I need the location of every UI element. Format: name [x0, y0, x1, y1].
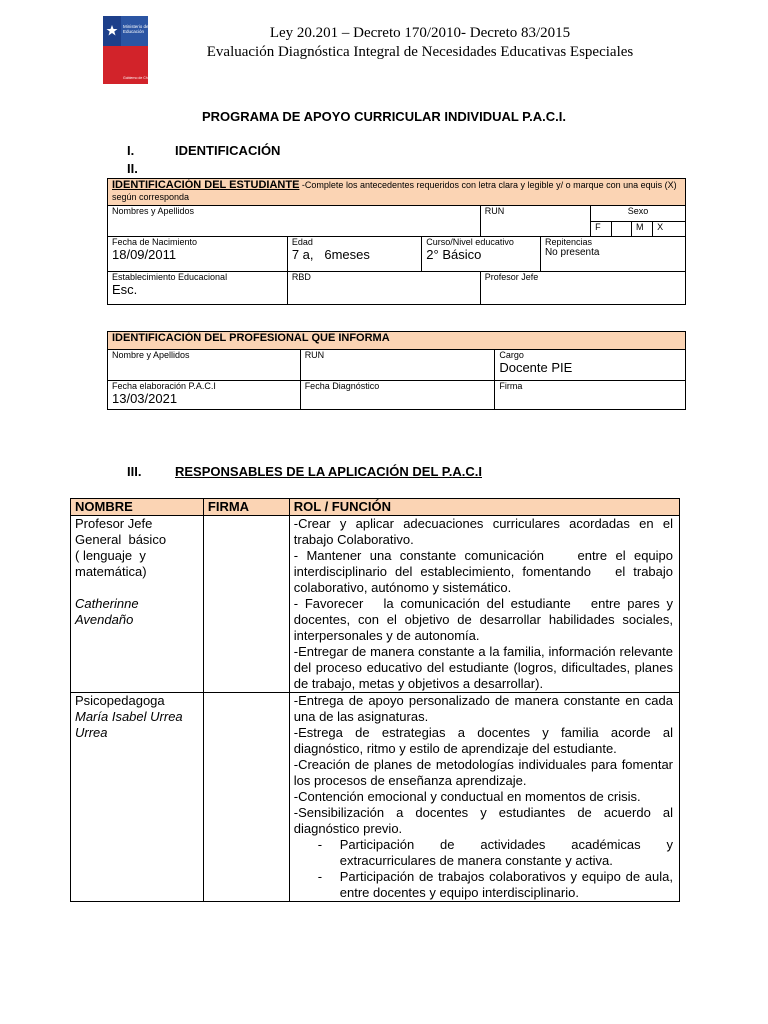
- age-label: Edad: [291, 237, 313, 247]
- student-table-header: [108, 179, 686, 206]
- row2-role-item: -Estrega de estrategias a docentes y familia acorde al diagnóstico, ritmo y estilo de aprendizaje del estudiante.: [293, 725, 673, 756]
- sexo-f-cell[interactable]: [591, 221, 612, 237]
- header-law-line: Ley 20.201 – Decreto 170/2010- Decreto 83/2015: [269, 25, 571, 41]
- bullet-dash: -: [317, 869, 323, 884]
- prof-cargo-cell[interactable]: [495, 350, 686, 381]
- row1-role-line3: ( lenguaje y: [75, 548, 146, 563]
- row1-role-item: -Crear y aplicar adecuaciones curriculares acordadas en el trabajo Colaborativo.: [293, 516, 677, 547]
- bullet-text: Participación de trabajos colaborativos y equipo de aula, entre docentes y equipo interdisciplinario.: [339, 869, 673, 900]
- row2-person-line2: Urrea: [75, 725, 108, 740]
- document-header: [160, 24, 680, 62]
- run-cell[interactable]: [480, 206, 590, 237]
- professional-identification-table: [107, 331, 686, 410]
- row1-name-cell: [71, 516, 204, 693]
- table-row: [71, 693, 680, 902]
- paci-date-label: Fecha elaboración P.A.C.I: [112, 381, 216, 391]
- logo-line2: Educación: [123, 29, 145, 34]
- sexo-m-cell[interactable]: [631, 221, 652, 237]
- rbd-label: RBD: [291, 272, 311, 282]
- sexo-f-box[interactable]: [611, 221, 631, 237]
- row2-role-item: -Entrega de apoyo personalizado de manera constante en cada una de las asignaturas.: [293, 693, 673, 724]
- row2-role-item: -Contención emocional y conductual en momentos de crisis.: [293, 789, 641, 804]
- rbd-cell[interactable]: [287, 272, 480, 305]
- sexo-cell: [591, 206, 686, 222]
- section-1-number: I.: [127, 143, 135, 158]
- school-cell[interactable]: [108, 272, 288, 305]
- paci-date-cell[interactable]: [108, 381, 301, 410]
- row1-role-line4: matemática): [75, 564, 147, 579]
- ministerio-logo: [103, 16, 152, 84]
- firma-label: Firma: [499, 381, 523, 391]
- course-cell[interactable]: [422, 237, 541, 272]
- age-cell[interactable]: [287, 237, 421, 272]
- row1-person-line1: Catherinne: [75, 596, 139, 611]
- prof-name-cell[interactable]: [108, 350, 301, 381]
- birth-label: Fecha de Nacimiento: [112, 237, 198, 247]
- repitencias-label: Repitencias: [544, 237, 592, 247]
- row1-roles-cell: [289, 516, 679, 693]
- sexo-m-label: M: [635, 221, 644, 232]
- row2-role-line1: Psicopedagoga: [75, 693, 165, 708]
- row2-role-item: -Creación de planes de metodologías individuales para fomentar los procesos de enseñanza aprendizaje.: [293, 757, 673, 788]
- bullet-text: Participación de actividades académicas y extracurriculares de manera constante y activa.: [339, 837, 677, 868]
- repitencias-cell[interactable]: [540, 237, 685, 272]
- row2-firma-cell[interactable]: [203, 693, 289, 902]
- logo-line3: Gobierno de Chile: [123, 76, 152, 80]
- birth-cell[interactable]: [108, 237, 288, 272]
- names-cell[interactable]: [108, 206, 481, 237]
- col-nombre-header: NOMBRE: [71, 499, 204, 516]
- paci-date-value: 13/03/2021: [112, 391, 178, 406]
- sexo-f-label: F: [595, 221, 601, 232]
- section-3-title: RESPONSABLES DE LA APLICACIÓN DEL P.A.C.I: [175, 464, 482, 479]
- names-label: Nombres y Apellidos: [112, 206, 195, 216]
- sexo-label: Sexo: [627, 206, 649, 216]
- firma-cell[interactable]: [495, 381, 686, 410]
- row2-bullet-item: [294, 869, 673, 901]
- diag-date-label: Fecha Diagnóstico: [304, 381, 380, 391]
- prof-run-label: RUN: [304, 350, 325, 360]
- section-1-title: IDENTIFICACIÓN: [175, 143, 281, 158]
- school-value: Esc.: [112, 282, 138, 297]
- row1-role-line1: Profesor Jefe: [75, 516, 153, 531]
- run-label: RUN: [484, 206, 505, 216]
- row1-role-line2: General básico: [75, 532, 167, 547]
- student-identification-table: [107, 178, 686, 305]
- row1-role-item: - Favorecer la comunicación del estudiante entre pares y docentes, con el objetivo de desarrollar habilidades sociales, interpersonales y de autonomía.: [293, 596, 677, 643]
- row1-firma-cell[interactable]: [203, 516, 289, 693]
- section-2-number: II.: [127, 161, 138, 176]
- document-title: PROGRAMA DE APOYO CURRICULAR INDIVIDUAL P.A.C.I.: [201, 109, 567, 124]
- birth-value: 18/09/2011: [112, 247, 177, 262]
- row1-role-item: -Entregar de manera constante a la familia, información relevante del proceso educativo del estudiante (logros, dificultades, planes de trabajo, metas y objetivos a desarrollar).: [293, 644, 677, 691]
- course-value: 2° Básico: [426, 247, 482, 262]
- profesor-jefe-cell[interactable]: [480, 272, 685, 305]
- sexo-x-cell[interactable]: [653, 221, 686, 237]
- course-label: Curso/Nivel educativo: [426, 237, 514, 247]
- row2-role-item: -Sensibilización a docentes y estudiantes de acuerdo al diagnóstico previo.: [293, 805, 673, 836]
- professional-table-header: IDENTIFICACIÓN DEL PROFESIONAL QUE INFORMA: [108, 332, 686, 350]
- student-header-title: IDENTIFICACIÓN DEL ESTUDIANTE: [112, 179, 300, 191]
- prof-cargo-label: Cargo: [499, 350, 524, 360]
- row2-roles-cell: [289, 693, 679, 902]
- repitencias-value: No presenta: [544, 247, 600, 258]
- responsables-table: [70, 498, 680, 902]
- student-header-note: -Complete los antecedentes requeridos con letra clara y legible y/ o marque con una equis (X) según corresponda: [112, 180, 677, 202]
- row2-name-cell: [71, 693, 204, 902]
- row1-role-item: - Mantener una constante comunicación entre el equipo interdisciplinario del establecimiento, fomentando el trabajo colaborativo, autónomo y sistemático.: [293, 548, 677, 595]
- table-row: [71, 516, 680, 693]
- sexo-x-label: X: [657, 221, 664, 232]
- prof-run-cell[interactable]: [300, 350, 495, 381]
- profesor-jefe-label: Profesor Jefe: [484, 272, 539, 282]
- school-label: Establecimiento Educacional: [112, 272, 228, 282]
- section-3-number: III.: [127, 464, 142, 479]
- row2-person-line1: María Isabel Urrea: [75, 709, 183, 724]
- prof-name-label: Nombre y Apellidos: [112, 350, 190, 360]
- logo-line1: Ministerio de: [123, 24, 149, 29]
- bullet-dash: -: [317, 837, 323, 852]
- col-firma-header: FIRMA: [203, 499, 289, 516]
- prof-cargo-value: Docente PIE: [499, 360, 573, 375]
- col-rol-header: ROL / FUNCIÓN: [289, 499, 679, 516]
- row1-person-line2: Avendaño: [75, 612, 134, 627]
- header-eval-line: Evaluación Diagnóstica Integral de Necesidades Educativas Especiales: [206, 44, 634, 60]
- age-value: 7 a, 6meses: [291, 247, 370, 262]
- diag-date-cell[interactable]: [300, 381, 495, 410]
- row2-bullet-item: [294, 837, 677, 869]
